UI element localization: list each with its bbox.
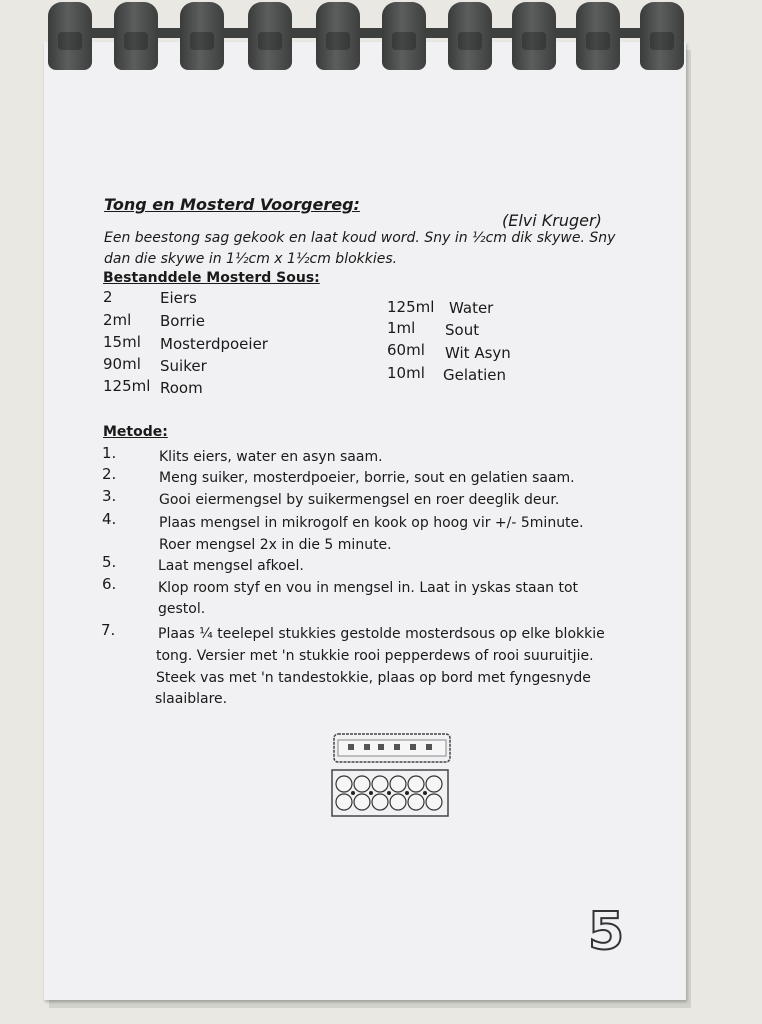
ingredient-name: Wit Asyn xyxy=(445,344,511,362)
step-number: 3. xyxy=(102,487,117,505)
page-number: 5 xyxy=(588,902,625,962)
ingredients-heading: Bestanddele Mosterd Sous: xyxy=(103,270,320,286)
egg-carton-icon xyxy=(330,732,452,826)
step-text: Plaas ¼ teelepel stukkies gestolde mosterdsous op elke blokkie xyxy=(158,626,605,642)
binding-ring xyxy=(640,2,684,70)
ingredient-qty: 2ml xyxy=(103,311,132,329)
step-text: Roer mengsel 2x in die 5 minute. xyxy=(159,537,392,553)
ingredient-qty: 15ml xyxy=(103,333,141,351)
step-number: 6. xyxy=(102,575,117,593)
ingredient-name: Suiker xyxy=(160,357,207,375)
step-number: 1. xyxy=(102,444,117,462)
recipe-intro-line: Een beestong sag gekook en laat koud word. Sny in ½cm dik skywe. Sny xyxy=(104,230,616,246)
step-text: Laat mengsel afkoel. xyxy=(158,558,304,574)
ingredient-name: Eiers xyxy=(160,289,197,307)
ingredient-name: Borrie xyxy=(160,312,205,330)
binding-ring xyxy=(48,2,92,70)
ingredient-qty: 60ml xyxy=(387,341,425,359)
binding-ring xyxy=(382,2,426,70)
binding-ring xyxy=(576,2,620,70)
ingredient-name: Water xyxy=(449,299,494,317)
ingredient-qty: 125ml xyxy=(103,377,151,395)
ingredient-name: Sout xyxy=(445,321,480,339)
step-text: Meng suiker, mosterdpoeier, borrie, sout en gelatien saam. xyxy=(159,470,575,486)
ingredient-name: Mosterdpoeier xyxy=(160,335,268,353)
step-number: 2. xyxy=(102,465,117,483)
binding-ring xyxy=(316,2,360,70)
ingredient-qty: 2 xyxy=(103,288,113,306)
step-text: Steek vas met 'n tandestokkie, plaas op bord met fyngesnyde xyxy=(156,670,591,686)
step-text: Klits eiers, water en asyn saam. xyxy=(159,449,383,465)
step-number: 7. xyxy=(101,621,116,639)
recipe-author: (Elvi Kruger) xyxy=(502,211,602,230)
step-text: Plaas mengsel in mikrogolf en kook op hoog vir +/- 5minute. xyxy=(159,515,584,531)
binding-ring xyxy=(114,2,158,70)
step-number: 4. xyxy=(102,510,117,528)
ingredient-qty: 10ml xyxy=(387,364,425,382)
ingredient-qty: 90ml xyxy=(103,355,141,373)
binding-ring xyxy=(248,2,292,70)
ingredient-name: Gelatien xyxy=(443,366,506,384)
binding-ring xyxy=(512,2,556,70)
method-heading: Metode: xyxy=(103,424,168,440)
recipe-intro-line: dan die skywe in 1½cm x 1½cm blokkies. xyxy=(104,251,398,267)
step-text: gestol. xyxy=(158,601,206,617)
ingredient-qty: 125ml xyxy=(387,298,435,316)
binding-ring xyxy=(180,2,224,70)
binding-ring xyxy=(448,2,492,70)
step-text: Klop room styf en vou in mengsel in. Laat in yskas staan tot xyxy=(158,580,579,596)
step-text: Gooi eiermengsel by suikermengsel en roer deeglik deur. xyxy=(159,492,560,508)
ingredient-qty: 1ml xyxy=(387,319,416,337)
recipe-title: Tong en Mosterd Voorgereg: xyxy=(104,195,360,214)
step-text: slaaiblare. xyxy=(155,691,228,707)
step-text: tong. Versier met 'n stukkie rooi pepperdews of rooi suuruitjie. xyxy=(156,648,594,664)
step-number: 5. xyxy=(102,553,117,571)
ingredient-name: Room xyxy=(160,379,203,397)
